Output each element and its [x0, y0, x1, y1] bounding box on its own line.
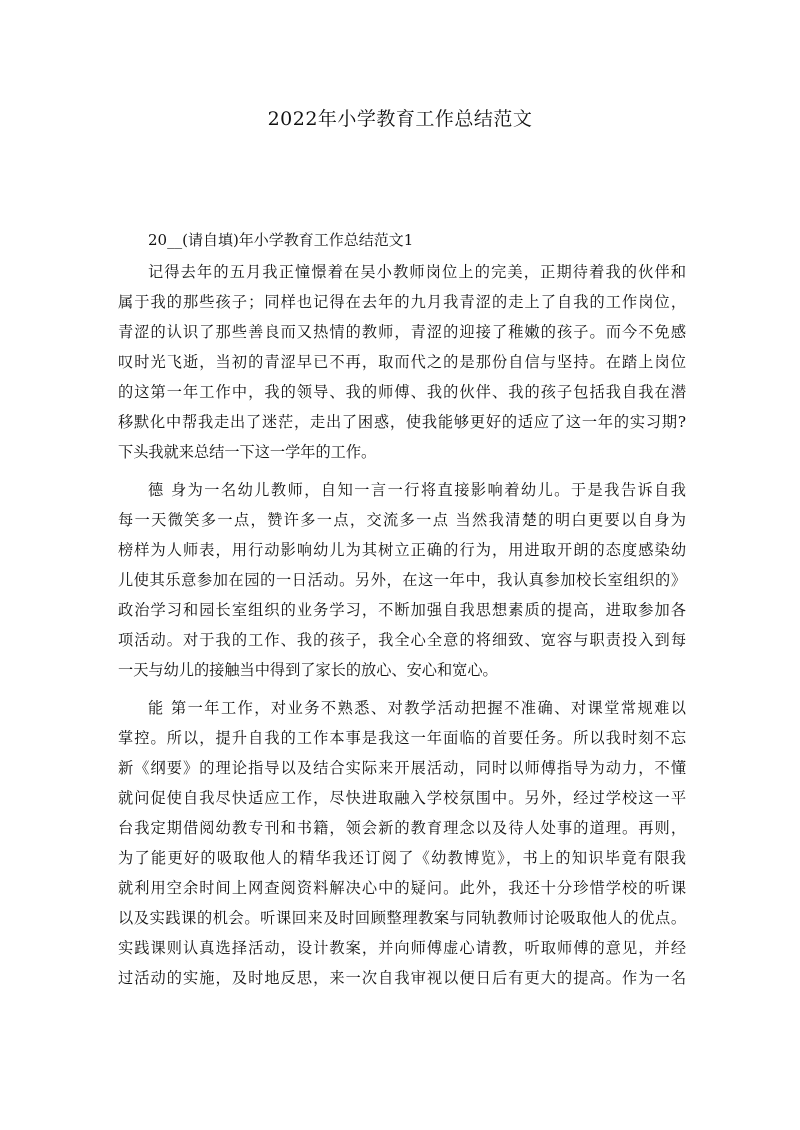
paragraph-line: 以及实践课的机会。听课回来及时回顾整理教案与同轨教师讨论吸取他人的优点。 [118, 909, 686, 927]
document-title: 2022年小学教育工作总结范文 [267, 108, 533, 130]
paragraph-line: 叹时光飞逝，当初的青涩早已不再，取而代之的是那份自信与坚持。在踏上岗位 [118, 353, 686, 371]
paragraph-line: 儿使其乐意参加在园的一日活动。另外，在这一年中，我认真参加校长室组织的》 [118, 571, 686, 589]
paragraph-line: 项活动。对于我的工作、我的孩子，我全心全意的将细致、宽容与职责投入到每 [118, 631, 686, 649]
paragraph-1 [118, 257, 686, 467]
paragraph-line: 榜样为人师表，用行动影响幼儿为其树立正确的行为，用进取开朗的态度感染幼 [118, 541, 686, 559]
paragraph-2 [118, 475, 686, 685]
paragraph-line: 记得去年的五月我正憧憬着在吴小教师岗位上的完美，正期待着我的伙伴和 [148, 263, 686, 281]
paragraph-line: 掌控。所以，提升自我的工作本事是我这一年面临的首要任务。所以我时刻不忘 [118, 729, 686, 747]
paragraph-line: 就利用空余时间上网查阅资料解决心中的疑问。此外，我还十分珍惜学校的听课 [118, 879, 686, 897]
paragraph-line: 为了能更好的吸取他人的精华我还订阅了《幼教博览》，书上的知识毕竟有限我 [118, 849, 686, 867]
paragraph-line: 移默化中帮我走出了迷茫，走出了困惑，使我能够更好的适应了这一年的实习期? [118, 413, 686, 431]
paragraph-line: 每一天微笑多一点，赞许多一点，交流多一点 当然我清楚的明白更要以自身为 [118, 511, 686, 529]
paragraph-line: 新《纲要》的理论指导以及结合实际来开展活动，同时以师傅指导为动力，不懂 [118, 759, 686, 777]
paragraph-line: 过活动的实施，及时地反思，来一次自我审视以便日后有更大的提高。作为一名 [118, 969, 686, 987]
paragraph-line: 台我定期借阅幼教专刊和书籍，领会新的教育理念以及待人处事的道理。再则， [118, 819, 686, 837]
paragraph-line: 德 身为一名幼儿教师，自知一言一行将直接影响着幼儿。于是我告诉自我 [148, 481, 686, 499]
paragraph-line: 实践课则认真选择活动，设计教案，并向师傅虚心请教，听取师傅的意见，并经 [118, 939, 686, 957]
paragraph-line: 就问促使自我尽快适应工作，尽快进取融入学校氛围中。另外，经过学校这一平 [118, 789, 686, 807]
paragraph-line: 青涩的认识了那些善良而又热情的教师，青涩的迎接了稚嫩的孩子。而今不免感 [118, 323, 686, 341]
paragraph-line: 一天与幼儿的接触当中得到了家长的放心、安心和宽心。 [118, 661, 498, 679]
paragraph-line: 政治学习和园长室组织的业务学习，不断加强自我思想素质的提高，进取参加各 [118, 601, 686, 619]
paragraph-line: 下头我就来总结一下这一学年的工作。 [118, 443, 377, 461]
section-heading: 20__(请自填)年小学教育工作总结范文1 [148, 231, 414, 249]
paragraph-line: 的这第一年工作中，我的领导、我的师傅、我的伙伴、我的孩子包括我自我在潜 [118, 383, 686, 401]
paragraph-line: 能 第一年工作，对业务不熟悉、对教学活动把握不准确、对课堂常规难以 [148, 699, 686, 717]
paragraph-line: 属于我的那些孩子；同样也记得在去年的九月我青涩的走上了自我的工作岗位， [118, 293, 686, 311]
document-body [118, 257, 686, 1001]
paragraph-3 [118, 693, 686, 993]
